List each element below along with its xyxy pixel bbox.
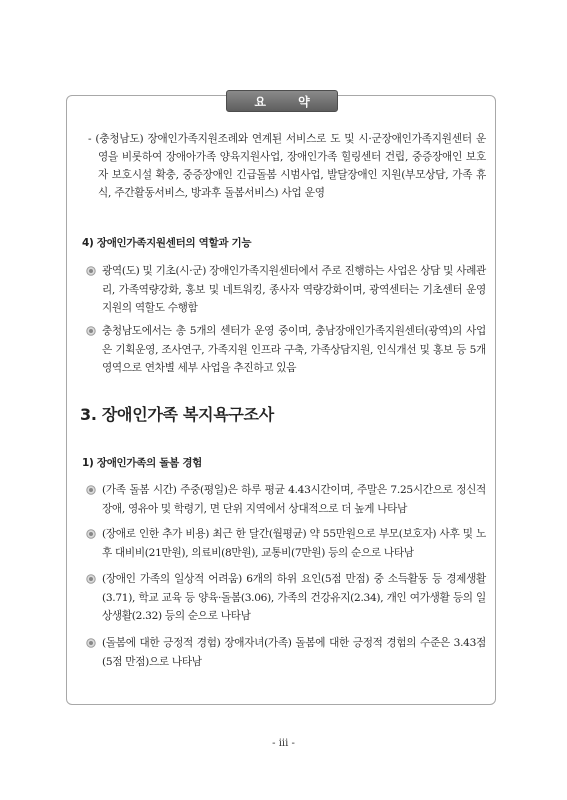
list-item [86, 525, 486, 562]
circle-bullet-icon [86, 485, 96, 495]
subsection-1-heading: 1) 장애인가족의 돌봄 경험 [82, 457, 203, 469]
circle-bullet-icon [86, 266, 96, 276]
list-item [86, 262, 486, 318]
list-item [86, 481, 486, 518]
summary-title: 요 약 [226, 90, 338, 112]
list-item [86, 322, 486, 378]
list-item [86, 570, 486, 626]
circle-bullet-icon [86, 529, 96, 539]
circle-bullet-icon [86, 574, 96, 584]
list-item-text: (돌봄에 대한 긍정적 경험) 장애자녀(가족) 돌봄에 대한 긍정적 경험의 수준은 3.43점(5점 만점)으로 나타남 [102, 637, 486, 668]
list-item-text: (가족 돌봄 시간) 주중(평일)은 하루 평균 4.43시간이며, 주말은 7.25시간으로 정신적 장애, 영유아 및 학령기, 면 단위 지역에서 상대적으로 더 높게 나타남 [102, 484, 486, 515]
intro-paragraph: - (충청남도) 장애인가족지원조례와 연계된 서비스로 도 및 시·군장애인가족지원센터 운영을 비롯하여 장애아가족 양육지원사업, 장애인가족 힐링센터 건립, 중증장애인 보호자 보호시설 확충, 중증장애인 긴급돌봄 시범사업, 발달장애인 지원(부모상담, 가족 휴식, 주간활동서비스, 방과후 돌봄서비스) 사업 운영 [88, 133, 486, 199]
list-item-text: 광역(도) 및 기초(시·군) 장애인가족지원센터에서 주로 진행하는 사업은 상담 및 사례관리, 가족역량강화, 홍보 및 네트워킹, 종사자 역량강화이며, 광역센터는 기초센터 운영 지원의 역할도 수행함 [102, 265, 486, 314]
section-3-heading: 3. 장애인가족 복지욕구조사 [80, 405, 274, 424]
circle-bullet-icon [86, 638, 96, 648]
intro-paragraph-block [88, 130, 486, 202]
list-item-text: 충청남도에서는 총 5개의 센터가 운영 중이며, 충남장애인가족지원센터(광역)의 사업은 기획운영, 조사연구, 가족지원 인프라 구축, 가족상담지원, 인식개선 및 홍보 등 5개 영역으로 연차별 세부 사업을 추진하고 있음 [102, 325, 486, 374]
circle-bullet-icon [86, 326, 96, 336]
list-item-text: (장애로 인한 추가 비용) 최근 한 달간(월평균) 약 55만원으로 부모(보호자) 사후 및 노후 대비비(21만원), 의료비(8만원), 교통비(7만원) 등의 순으로 나타남 [102, 528, 486, 559]
subsection-4-heading: 4) 장애인가족지원센터의 역할과 기능 [82, 237, 252, 249]
list-item-text: (장애인 가족의 일상적 어려움) 6개의 하위 요인(5점 만점) 중 소득활동 등 경제생활(3.71), 학교 교육 등 양육·돌봄(3.06), 가족의 건강유지(2.34), 개인 여가생활 등의 일상생활(2.32) 등의 순으로 나타남 [102, 573, 486, 622]
list-item [86, 634, 486, 671]
page-number: - iii - [272, 738, 295, 749]
